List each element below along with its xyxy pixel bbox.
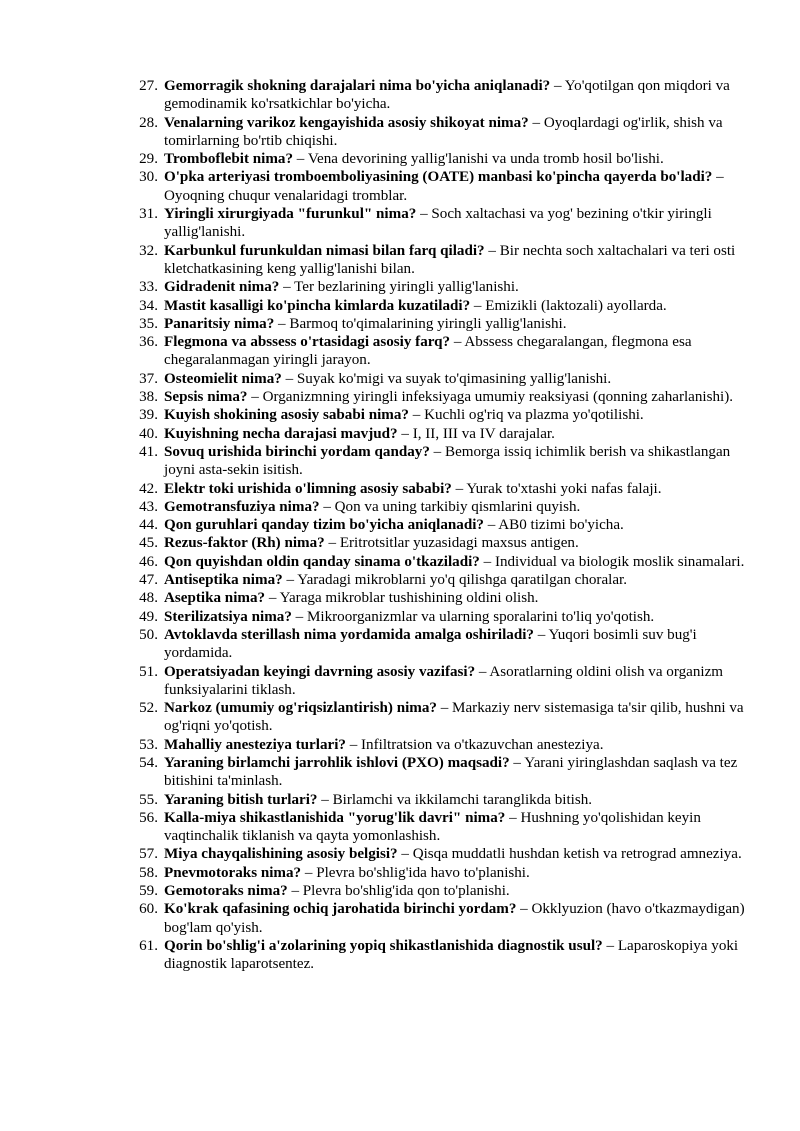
- item-number: 43.: [139, 498, 158, 515]
- answer-text: – Plevra bo'shlig'ida havo to'planishi.: [301, 864, 530, 881]
- question-text: Flegmona va abssess o'rtasidagi asosiy farq?: [164, 334, 451, 351]
- item-number: 59.: [139, 883, 158, 900]
- list-item: [0, 278, 800, 296]
- list-item: [0, 736, 800, 754]
- list-item: [0, 900, 800, 937]
- list-item: [0, 205, 800, 242]
- answer-text: – AB0 tizimi bo'yicha.: [483, 517, 624, 534]
- list-item: [0, 571, 800, 589]
- question-text: Elektr toki urishida o'limning asosiy sababi?: [164, 480, 452, 497]
- item-number: 42.: [139, 480, 158, 497]
- question-text: Gemotoraks nima?: [164, 883, 288, 900]
- question-text: Qorin bo'shlig'i a'zolarining yopiq shikastlanishida diagnostik usul?: [164, 937, 603, 954]
- question-text: Mahalliy anesteziya turlari?: [164, 736, 346, 753]
- question-text: Rezus-faktor (Rh) nima?: [164, 535, 325, 552]
- list-item: [0, 754, 800, 791]
- answer-text: – Yurak to'xtashi yoki nafas falaji.: [451, 480, 662, 497]
- item-number: 27.: [139, 78, 158, 94]
- list-item: [0, 534, 800, 552]
- item-number: 50.: [139, 626, 158, 643]
- question-text: Tromboflebit nima?: [164, 151, 293, 168]
- question-text: Yiringli xirurgiyada "furunkul" nima?: [164, 206, 417, 223]
- answer-text: – Vena devorining yallig'lanishi va unda tromb hosil bo'lishi.: [293, 151, 664, 168]
- answer-text: – Mikroorganizmlar va ularning sporalarini to'liq yo'qotish.: [291, 608, 655, 625]
- list-item: [0, 370, 800, 388]
- item-number: 31.: [139, 206, 158, 223]
- list-item: [0, 480, 800, 498]
- question-text: Kuyishning necha darajasi mavjud?: [164, 425, 398, 442]
- list-item: [0, 626, 800, 663]
- list-item: [0, 864, 800, 882]
- answer-text: – Eritrotsitlar yuzasidagi maxsus antigen.: [324, 535, 579, 552]
- list-item: [0, 297, 800, 315]
- list-item: [0, 498, 800, 516]
- item-number: 57.: [139, 846, 158, 863]
- item-number: 40.: [139, 425, 158, 442]
- answer-text: – Bemorga issiq ichimlik berish va shikastlangan joyni asta-sekin isitish.: [164, 443, 731, 479]
- list-item: [0, 699, 800, 736]
- question-text: Osteomielit nima?: [164, 370, 282, 387]
- question-text: Yaraning bitish turlari?: [164, 791, 318, 808]
- question-text: Kalla-miya shikastlanishida "yorug'lik davri" nima?: [164, 809, 506, 826]
- list-item: [0, 150, 800, 168]
- answer-text: – Soch xaltachasi va yog' bezining o'tkir yiringli yallig'lanishi.: [164, 206, 712, 241]
- answer-text: – Oyoqlardagi og'irlik, shish va tomirlarning bo'rtib chiqishi.: [164, 114, 723, 149]
- answer-text: – Organizmning yiringli infeksiyaga umumiy reaksiyasi (qonning zaharlanishi).: [247, 389, 734, 406]
- question-text: Gemotransfuziya nima?: [164, 498, 320, 515]
- list-item: [0, 333, 800, 370]
- item-number: 55.: [139, 791, 158, 808]
- item-number: 56.: [139, 809, 158, 826]
- answer-text: – Kuchli og'riq va plazma yo'qotilishi.: [408, 407, 644, 424]
- list-item: [0, 406, 800, 424]
- answer-text: – Yarani yiringlashdan saqlash va tez bitishini ta'minlash.: [164, 754, 738, 790]
- list-item: [0, 845, 800, 863]
- list-item: [0, 553, 800, 571]
- question-text: Sepsis nima?: [164, 389, 248, 406]
- answer-text: – Bir nechta soch xaltachalari va teri osti kletchatkasining keng yallig'lanishi bilan.: [164, 242, 736, 277]
- list-item: [0, 882, 800, 900]
- item-number: 48.: [139, 590, 158, 607]
- answer-text: – Yuqori bosimli suv bug'i yordamida.: [164, 626, 697, 662]
- list-item: [0, 443, 800, 480]
- item-number: 46.: [139, 553, 158, 570]
- answer-text: – I, II, III va IV darajalar.: [397, 425, 555, 442]
- question-text: Ko'krak qafasining ochiq jarohatida birinchi yordam?: [164, 901, 517, 918]
- item-number: 61.: [139, 937, 158, 954]
- question-text: Yaraning birlamchi jarrohlik ishlovi (PXO) maqsadi?: [164, 754, 510, 771]
- item-number: 45.: [139, 535, 158, 552]
- list-item: [0, 114, 800, 151]
- answer-text: – Oyoqning chuqur venalaridagi tromblar.: [164, 169, 724, 204]
- question-text: Operatsiyadan keyingi davrning asosiy vazifasi?: [164, 663, 476, 680]
- item-number: 39.: [139, 407, 158, 424]
- question-text: Gemorragik shokning darajalari nima bo'yicha aniqlanadi?: [164, 78, 551, 94]
- document-page: [0, 77, 800, 974]
- answer-text: – Yaraga mikroblar tushishining oldini olish.: [265, 590, 539, 607]
- qa-list: [0, 77, 800, 974]
- list-item: [0, 388, 800, 406]
- item-number: 47.: [139, 572, 158, 589]
- list-item: [0, 425, 800, 443]
- answer-text: – Markaziy nerv sistemasiga ta'sir qilib, hushni va og'riqni yo'qotish.: [164, 700, 744, 735]
- answer-text: – Birlamchi va ikkilamchi taranglikda bitish.: [317, 791, 593, 808]
- answer-text: – Okklyuzion (havo o'tkazmaydigan) bog'lam qo'yish.: [164, 901, 745, 936]
- question-text: O'pka arteriyasi tromboemboliyasining (OATE) manbasi ko'pincha qayerda bo'ladi?: [164, 169, 713, 186]
- question-text: Qon quyishdan oldin qanday sinama o'tkaziladi?: [164, 553, 480, 570]
- question-text: Narkoz (umumiy og'riqsizlantirish) nima?: [164, 700, 437, 717]
- question-text: Sovuq urishida birinchi yordam qanday?: [164, 443, 430, 460]
- list-item: [0, 516, 800, 534]
- question-text: Mastit kasalligi ko'pincha kimlarda kuzatiladi?: [164, 297, 471, 314]
- question-text: Venalarning varikoz kengayishida asosiy shikoyat nima?: [164, 114, 529, 131]
- item-number: 38.: [139, 389, 158, 406]
- answer-text: – Qon va uning tarkibiy qismlarini quyish.: [319, 498, 581, 515]
- list-item: [0, 242, 800, 279]
- list-item: [0, 608, 800, 626]
- item-number: 53.: [139, 736, 158, 753]
- item-number: 49.: [139, 608, 158, 625]
- list-item: [0, 589, 800, 607]
- question-text: Gidradenit nima?: [164, 279, 280, 296]
- list-item: [0, 791, 800, 809]
- item-number: 44.: [139, 517, 158, 534]
- answer-text: – Laparoskopiya yoki diagnostik laparotsentez.: [164, 937, 739, 973]
- answer-text: – Asoratlarning oldini olish va organizm funksiyalarini tiklash.: [164, 663, 724, 698]
- question-text: Panaritsiy nima?: [164, 315, 275, 332]
- item-number: 30.: [139, 169, 158, 186]
- answer-text: – Infiltratsion va o'tkazuvchan anesteziya.: [345, 736, 604, 753]
- item-number: 28.: [139, 114, 158, 131]
- answer-text: – Ter bezlarining yiringli yallig'lanishi.: [279, 279, 519, 296]
- answer-text: – Yaradagi mikroblarni yo'q qilishga qaratilgan choralar.: [282, 572, 628, 589]
- item-number: 58.: [139, 864, 158, 881]
- item-number: 36.: [139, 334, 158, 351]
- list-item: [0, 937, 800, 974]
- list-item: [0, 77, 800, 114]
- question-text: Qon guruhlari qanday tizim bo'yicha aniqlanadi?: [164, 517, 484, 534]
- question-text: Miya chayqalishining asosiy belgisi?: [164, 846, 398, 863]
- item-number: 32.: [139, 242, 158, 259]
- item-number: 29.: [139, 151, 158, 168]
- question-text: Avtoklavda sterillash nima yordamida amalga oshiriladi?: [164, 626, 534, 643]
- answer-text: – Abssess chegaralangan, flegmona esa chegaralanmagan yiringli jarayon.: [164, 334, 692, 369]
- question-text: Kuyish shokining asosiy sababi nima?: [164, 407, 409, 424]
- answer-text: – Yo'qotilgan qon miqdori va gemodinamik ko'rsatkichlar bo'yicha.: [164, 78, 730, 113]
- item-number: 33.: [139, 279, 158, 296]
- list-item: [0, 663, 800, 700]
- item-number: 60.: [139, 901, 158, 918]
- item-number: 35.: [139, 315, 158, 332]
- item-number: 37.: [139, 370, 158, 387]
- answer-text: – Individual va biologik moslik sinamalari.: [479, 553, 745, 570]
- answer-text: – Qisqa muddatli hushdan ketish va retrograd amneziya.: [397, 846, 742, 863]
- question-text: Pnevmotoraks nima?: [164, 864, 302, 881]
- question-text: Sterilizatsiya nima?: [164, 608, 292, 625]
- answer-text: – Plevra bo'shlig'ida qon to'planishi.: [287, 883, 510, 900]
- item-number: 34.: [139, 297, 158, 314]
- answer-text: – Barmoq to'qimalarining yiringli yallig'lanishi.: [274, 315, 567, 332]
- answer-text: – Suyak ko'migi va suyak to'qimasining yallig'lanishi.: [281, 370, 612, 387]
- list-item: [0, 168, 800, 205]
- item-number: 51.: [139, 663, 158, 680]
- item-number: 41.: [139, 443, 158, 460]
- question-text: Antiseptika nima?: [164, 572, 283, 589]
- question-text: Karbunkul furunkuldan nimasi bilan farq qiladi?: [164, 242, 485, 259]
- list-item: [0, 315, 800, 333]
- list-item: [0, 809, 800, 846]
- question-text: Aseptika nima?: [164, 590, 266, 607]
- answer-text: – Emizikli (laktozali) ayollarda.: [470, 297, 667, 314]
- answer-text: – Hushning yo'qolishidan keyin vaqtinchalik tiklanish va qayta yomonlashish.: [164, 809, 701, 845]
- item-number: 52.: [139, 700, 158, 717]
- item-number: 54.: [139, 754, 158, 771]
